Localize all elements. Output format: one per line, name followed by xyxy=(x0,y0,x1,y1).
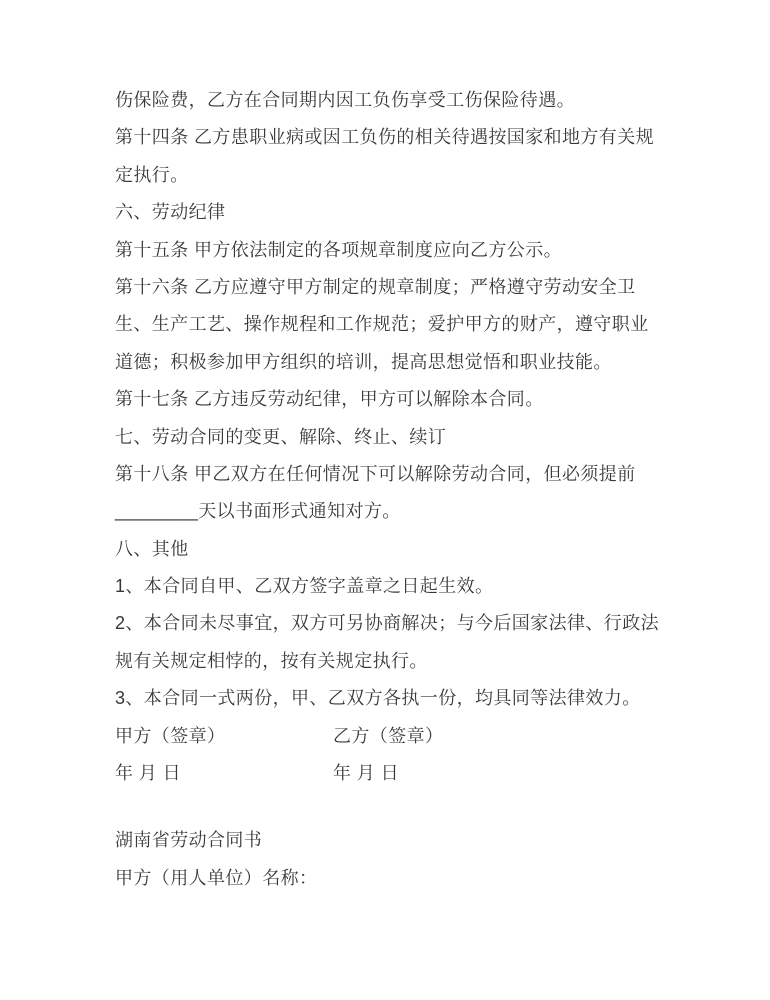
party-b-signature-label: 乙方（签章） xyxy=(333,725,444,746)
other-item-1: 1、本合同自甲、乙双方签字盖章之日起生效。 xyxy=(115,576,494,597)
party-a-name-label: 甲方（用人单位）名称： xyxy=(115,867,318,888)
document-title: 湖南省劳动合同书 xyxy=(115,830,263,851)
signature-line xyxy=(115,718,675,755)
party-a-date-label: 年 月 日 xyxy=(115,763,182,784)
section-heading-8: 八、其他 xyxy=(115,538,189,559)
clause-14-line-1: 第十四条 乙方患职业病或因工负伤的相关待遇按国家和地方有关规 xyxy=(115,127,654,148)
section-heading-7: 七、劳动合同的变更、解除、终止、续订 xyxy=(115,426,447,447)
other-item-3: 3、本合同一式两份，甲、乙双方各执一份，均具同等法律效力。 xyxy=(115,688,641,709)
date-line xyxy=(115,755,675,792)
page-break-gap xyxy=(115,792,675,822)
clause-13-continuation: 伤保险费，乙方在合同期内因工负伤享受工伤保险待遇。 xyxy=(115,90,575,110)
clause-16-line-1: 第十六条 乙方应遵守甲方制定的规章制度；严格遵守劳动安全卫 xyxy=(115,276,636,297)
other-item-2-line-2: 规有关规定相悖的，按有关规定执行。 xyxy=(115,650,428,671)
party-b-date-label: 年 月 日 xyxy=(333,763,400,784)
clause-18-line-2-blank-fill: ________天以书面形式通知对方。 xyxy=(115,501,401,522)
contract-text-block xyxy=(115,82,675,897)
clause-15: 第十五条 甲方依法制定的各项规章制度应向乙方公示。 xyxy=(115,239,562,260)
party-a-signature-label: 甲方（签章） xyxy=(115,725,226,746)
other-item-2-line-1: 2、本合同未尽事宜，双方可另协商解决；与今后国家法律、行政法 xyxy=(115,613,660,634)
clause-16-line-2: 生、生产工艺、操作规程和工作规范；爱护甲方的财产，遵守职业 xyxy=(115,314,649,335)
clause-18-line-1: 第十八条 甲乙双方在任何情况下可以解除劳动合同，但必须提前 xyxy=(115,463,636,484)
clause-17: 第十七条 乙方违反劳动纪律，甲方可以解除本合同。 xyxy=(115,389,544,410)
clause-16-line-3: 道德；积极参加甲方组织的培训，提高思想觉悟和职业技能。 xyxy=(115,351,612,372)
section-heading-6: 六、劳动纪律 xyxy=(115,202,226,223)
clause-14-line-2: 定执行。 xyxy=(115,164,189,185)
